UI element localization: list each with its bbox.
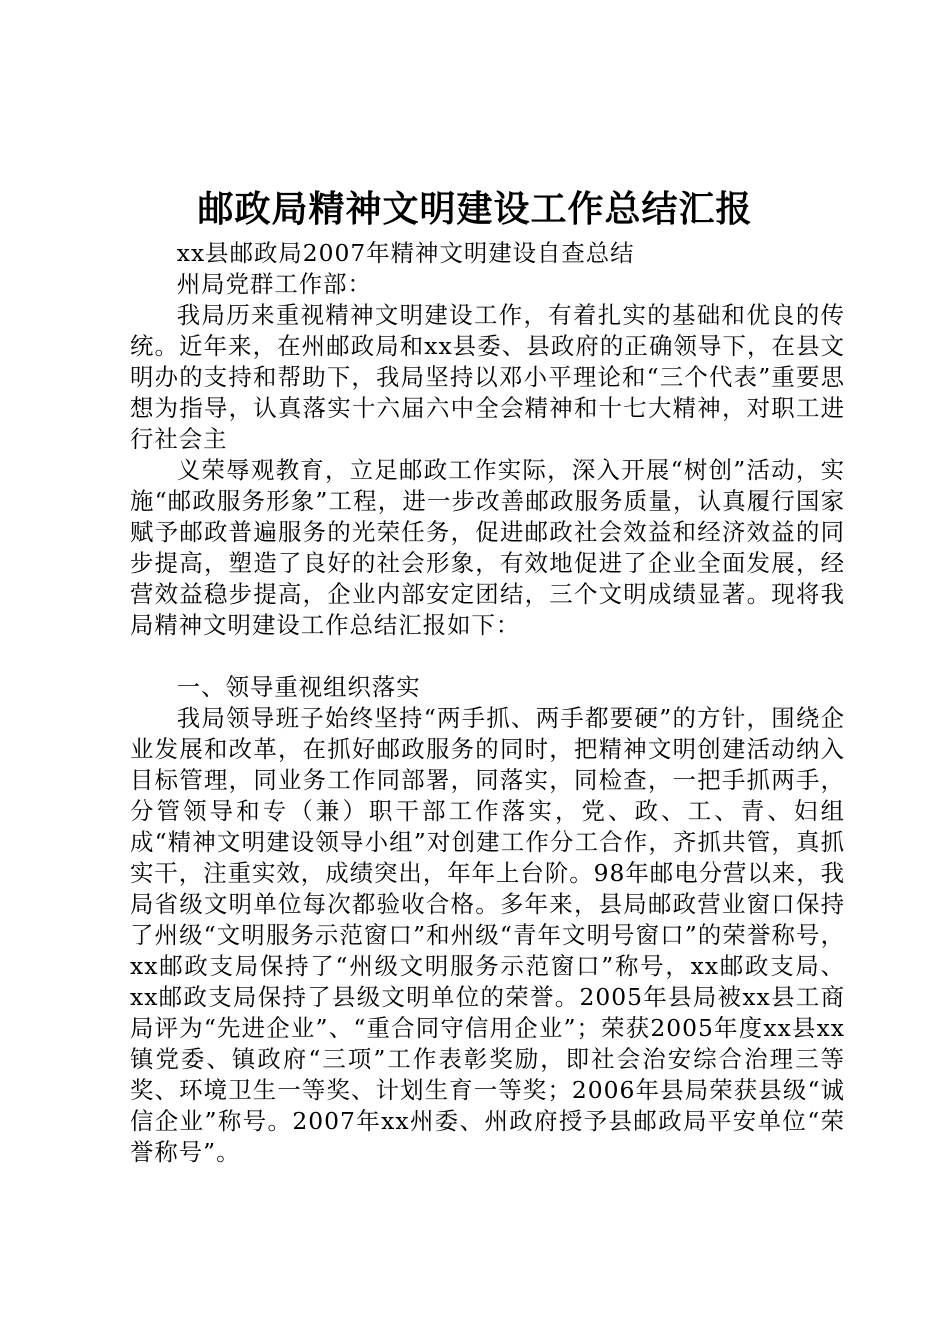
body-paragraph: 我局历来重视精神文明建设工作，有着扎实的基础和优良的传统。近年来，在州邮政局和xx县委、县政府的正确领导下，在县文明办的支持和帮助下，我局坚持以邓小平理论和“三个代表”重要思想为指导，认真落实十六届六中全会精神和十七大精神，对职工进行社会主 [130,301,845,453]
document-title: 邮政局精神文明建设工作总结汇报 [197,188,753,230]
section-heading: 一、领导重视组织落实 [176,673,421,701]
document-body [130,238,845,1168]
salutation-paragraph: 州局党群工作部： [176,270,372,298]
body-paragraph: 义荣辱观教育，立足邮政工作实际，深入开展“树创”活动，实施“邮政服务形象”工程，进一步改善邮政服务质量，认真履行国家赋予邮政普遍服务的光荣任务，促进邮政社会效益和经济效益的同步提高，塑造了良好的社会形象，有效地促进了企业全面发展，经营效益稳步提高，企业内部安定团结，三个文明成绩显著。现将我局精神文明建设工作总结汇报如下： [130,456,845,639]
subtitle-paragraph: xx县邮政局2007年精神文明建设自查总结 [176,239,635,267]
body-paragraph: 我局领导班子始终坚持“两手抓、两手都要硬”的方针，围绕企业发展和改革，在抓好邮政服务的同时，把精神文明创建活动纳入目标管理，同业务工作同部署，同落实，同检查，一把手抓两手，分管领导和专（兼）职干部工作落实，党、政、工、青、妇组成“精神文明建设领导小组”对创建工作分工合作，齐抓共管，真抓实干，注重实效，成绩突出，年年上台阶。98年邮电分营以来，我局省级文明单位每次都验收合格。多年来，县局邮政营业窗口保持了州级“文明服务示范窗口”和州级“青年文明号窗口”的荣誉称号，xx邮政支局保持了“州级文明服务示范窗口”称号，xx邮政支局、xx邮政支局保持了县级文明单位的荣誉。2005年县局被xx县工商局评为“先进企业”、“重合同守信用企业”；荣获2005年度xx县xx镇党委、镇政府“三项”工作表彰奖励，即社会治安综合治理三等奖、环境卫生一等奖、计划生育一等奖；2006年县局荣获县级“诚信企业”称号。2007年xx州委、州政府授予县邮政局平安单位“荣誉称号”。 [130,704,845,1166]
